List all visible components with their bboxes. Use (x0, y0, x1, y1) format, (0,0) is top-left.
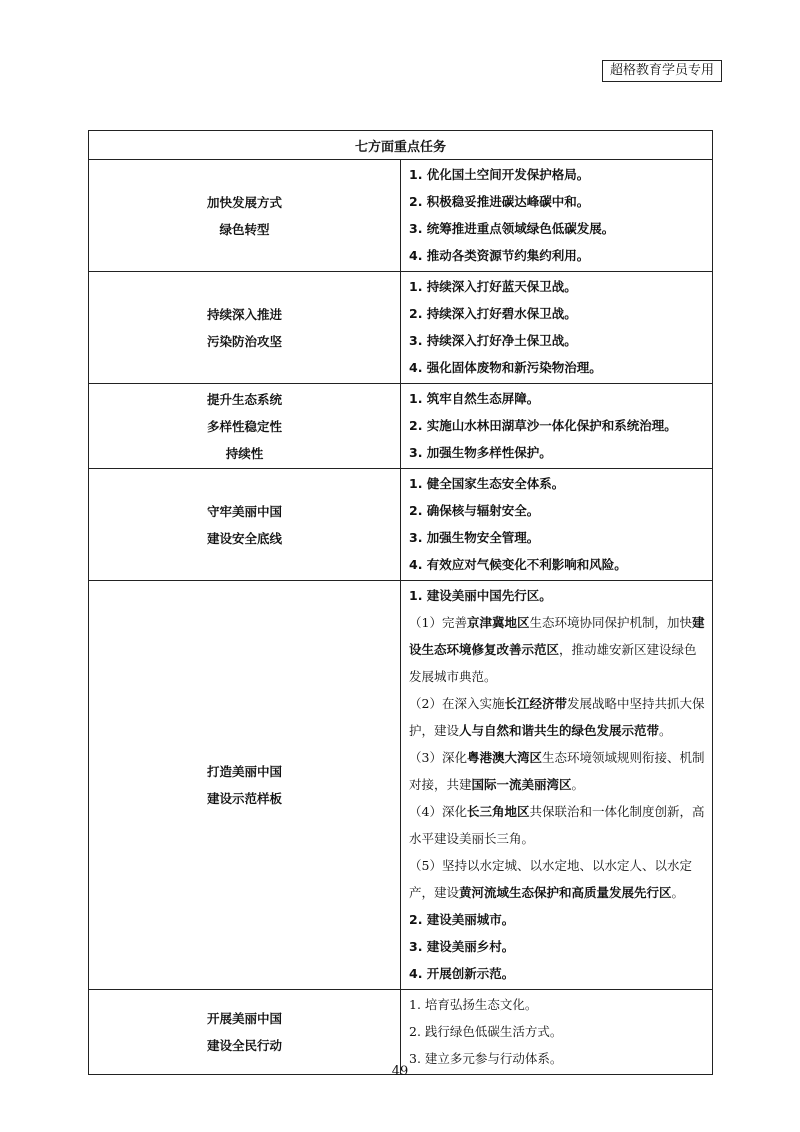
emphasized-text: 人与自然和谐共生的绿色发展示范带 (459, 723, 660, 738)
sub-item (409, 690, 706, 744)
table-row (89, 469, 713, 581)
body-text: 生态环境协同保护机制，加快 (529, 615, 692, 630)
category-cell (89, 384, 401, 469)
task-item: 3. 加强生物安全管理。 (409, 530, 540, 545)
body-text: 在深入实施 (441, 696, 505, 711)
table-row (89, 272, 713, 384)
category-line: 持续性 (225, 445, 264, 461)
task-item: 4. 推动各类资源节约集约利用。 (409, 248, 590, 263)
body-text: 深化 (441, 804, 467, 819)
category-cell (89, 990, 401, 1075)
emphasized-text: 长江经济带 (504, 696, 567, 711)
table-row (89, 384, 713, 469)
task-list (401, 272, 713, 384)
task-list (401, 990, 713, 1075)
body-text: ，推动雄安新区建设绿色发展城市典范。 (409, 642, 697, 684)
category-line: 守牢美丽中国 (206, 503, 282, 519)
emphasized-text: 长三角地区 (466, 804, 530, 819)
category-line: 提升生态系统 (206, 391, 282, 407)
category-line: 打造美丽中国 (206, 764, 282, 779)
table-row (89, 581, 713, 990)
sub-item-number: （2） (409, 696, 442, 711)
key-tasks-table (88, 130, 713, 1075)
task-item: 4. 有效应对气候变化不利影响和风险。 (409, 557, 627, 572)
category-line: 开展美丽中国 (206, 1011, 282, 1026)
task-list (401, 384, 713, 469)
task-item: 2. 践行绿色低碳生活方式。 (409, 1024, 563, 1039)
body-text: 深化 (441, 750, 467, 765)
sub-item-number: （4） (409, 804, 442, 819)
task-item: 3. 加强生物多样性保护。 (409, 445, 552, 460)
sub-item-number: （1） (409, 615, 442, 630)
category-line: 加快发展方式 (206, 194, 282, 210)
category-cell (89, 469, 401, 581)
category-line: 绿色转型 (219, 221, 270, 237)
category-cell (89, 272, 401, 384)
task-item: 4. 开展创新示范。 (409, 966, 515, 981)
body-text: 完善 (441, 615, 467, 630)
task-item: 1. 筑牢自然生态屏障。 (409, 391, 540, 406)
body-text: 。 (659, 723, 672, 738)
task-item: 2. 确保核与辐射安全。 (409, 503, 540, 518)
sub-item-number: （5） (409, 858, 442, 873)
sub-item-number: （3） (409, 750, 442, 765)
task-item: 1. 优化国土空间开发保护格局。 (409, 167, 590, 182)
task-list (401, 160, 713, 272)
task-item: 2. 实施山水林田湖草沙一体化保护和系统治理。 (409, 418, 677, 433)
emphasized-text: 粤港澳大湾区 (466, 750, 542, 765)
task-item: 3. 统筹推进重点领域绿色低碳发展。 (409, 221, 615, 236)
page-number: 49 (391, 1064, 409, 1079)
category-cell (89, 160, 401, 272)
watermark-stamp: 超格教育学员专用 (602, 60, 722, 82)
category-line: 持续深入推进 (206, 306, 282, 322)
category-cell (89, 581, 401, 990)
category-line: 建设示范样板 (206, 791, 282, 806)
task-list (401, 581, 713, 990)
task-item: 2. 建设美丽城市。 (409, 912, 515, 927)
task-item: 4. 强化固体废物和新污染物治理。 (409, 360, 602, 375)
task-item: 2. 积极稳妥推进碳达峰碳中和。 (409, 194, 590, 209)
emphasized-text: 建设生态环境修复改善示范区 (409, 615, 705, 657)
body-text: 。 (571, 777, 585, 792)
emphasized-text: 京津冀地区 (466, 615, 530, 630)
sub-item (409, 798, 706, 852)
body-text: 共保联治和一体化制度创新，高水平建设美丽长三角。 (409, 804, 705, 846)
task-list (401, 469, 713, 581)
category-line: 建设安全底线 (206, 530, 282, 546)
emphasized-text: 国际一流美丽湾区 (471, 777, 572, 792)
task-item: 1. 培育弘扬生态文化。 (409, 997, 538, 1012)
body-text: 。 (671, 885, 685, 900)
emphasized-text: 黄河流域生态保护和高质量发展先行区 (459, 885, 672, 900)
task-item: 3. 建立多元参与行动体系。 (409, 1051, 563, 1066)
task-item: 2. 持续深入打好碧水保卫战。 (409, 306, 577, 321)
table-row (89, 990, 713, 1075)
task-item: 3. 持续深入打好净土保卫战。 (409, 333, 577, 348)
task-item: 3. 建设美丽乡村。 (409, 939, 515, 954)
body-text: 生态环境领域规则衔接、机制对接，共建 (409, 750, 705, 792)
sub-item (409, 852, 706, 906)
category-line: 污染防治攻坚 (206, 333, 282, 349)
sub-item (409, 744, 706, 798)
category-line: 建设全民行动 (206, 1038, 282, 1053)
table-row (89, 160, 713, 272)
sub-item (409, 609, 706, 690)
task-item: 1. 持续深入打好蓝天保卫战。 (409, 279, 577, 294)
category-line: 多样性稳定性 (206, 418, 282, 434)
body-text: 坚持以水定城、以水定地、以水定人、以水定产，建设 (409, 858, 692, 900)
table-title: 七方面重点任务 (89, 131, 713, 160)
task-item: 1. 健全国家生态安全体系。 (409, 476, 565, 491)
task-item: 1. 建设美丽中国先行区。 (409, 588, 552, 603)
body-text: 发展战略中坚持共抓大保护，建设 (409, 696, 705, 738)
